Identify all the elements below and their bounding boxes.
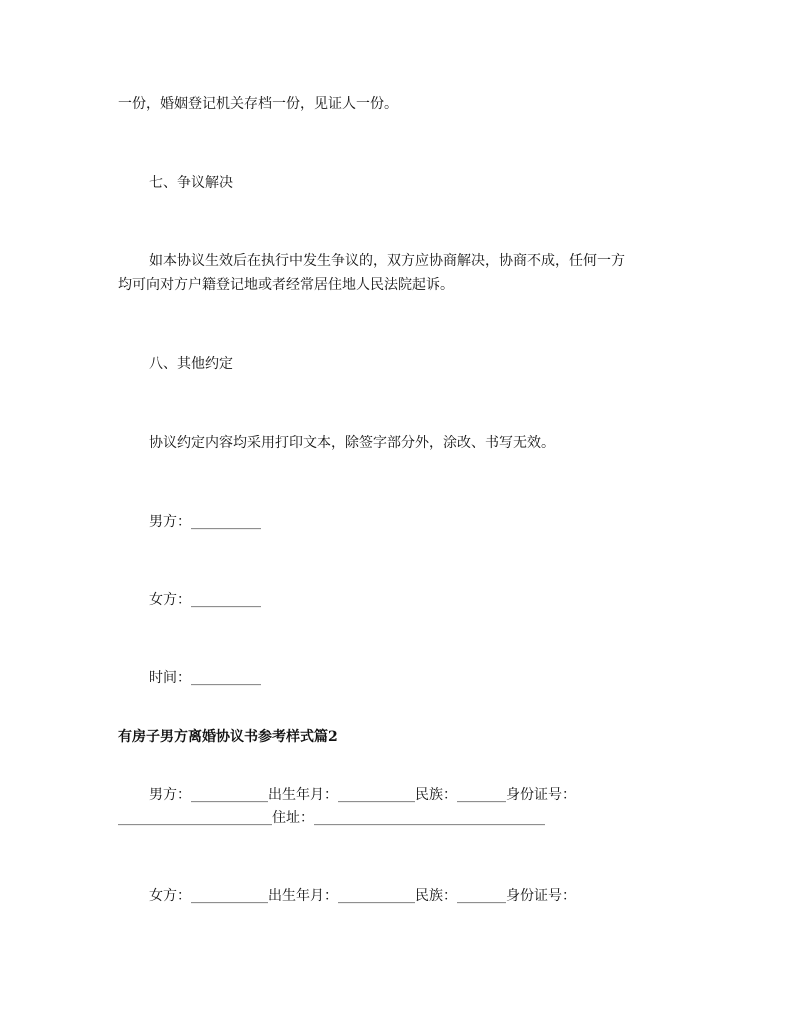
text-line: 协议约定内容均采用打印文本，除签字部分外，涂改、书写无效。 [149, 435, 555, 451]
signature-line-female: 女方：__________ [149, 592, 261, 608]
section-heading: 八、其他约定 [149, 356, 233, 372]
section-heading: 七、争议解决 [149, 175, 233, 191]
text-line: 均可向对方户籍登记地或者经常居住地人民法院起诉。 [118, 277, 454, 293]
article-title: 有房子男方离婚协议书参考样式篇2 [118, 729, 338, 745]
text-line: 如本协议生效后在执行中发生争议的，双方应协商解决，协商不成，任何一方 [149, 253, 625, 269]
signature-line-date: 时间：__________ [149, 670, 261, 686]
text-line: 男方：___________出生年月：___________民族：_______身份证号： [149, 787, 576, 803]
text-line: ______________________住址：_________________________________ [118, 810, 545, 826]
signature-line-male: 男方：__________ [149, 514, 261, 530]
text-line: 女方：___________出生年月：___________民族：_______身份证号： [149, 888, 576, 904]
text-line: 一份，婚姻登记机关存档一份，见证人一份。 [118, 96, 398, 112]
